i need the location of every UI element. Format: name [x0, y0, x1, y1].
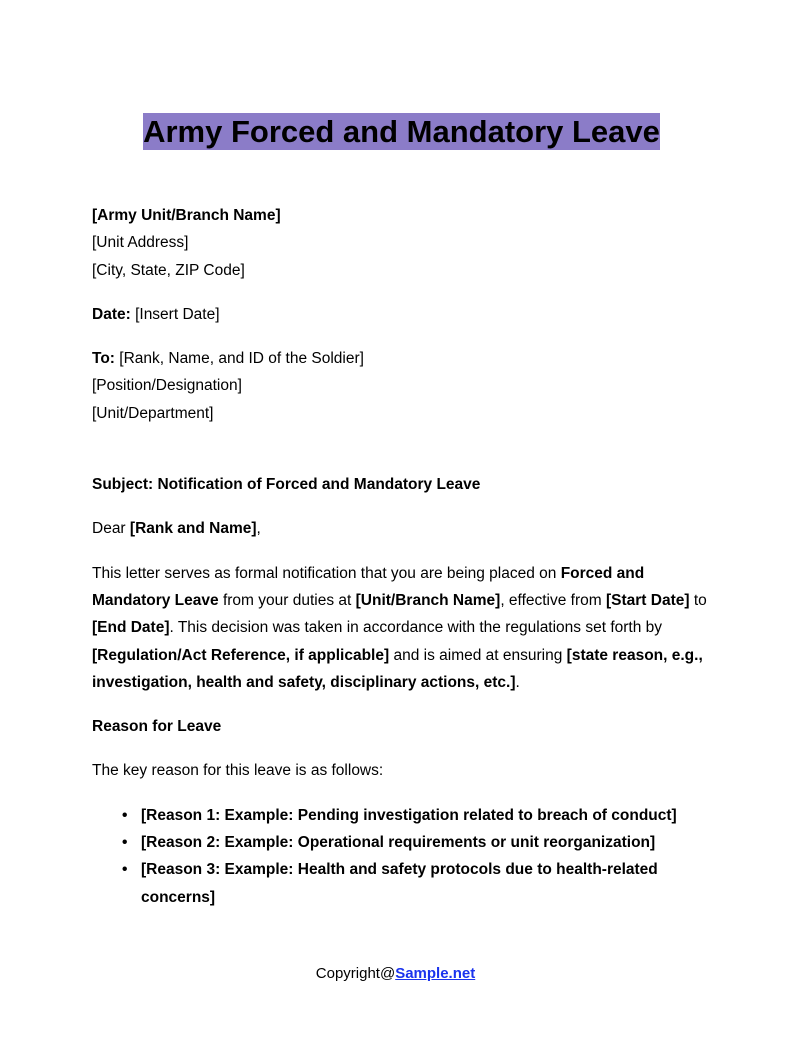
- recipient-label: To:: [92, 350, 115, 368]
- reason-section-heading: Reason for Leave: [92, 718, 222, 736]
- list-item: • [Reason 3: Example: Health and safety protocols due to health-related concerns]: [122, 856, 711, 911]
- body-bold-unit: [Unit/Branch Name]: [355, 591, 501, 609]
- salutation-punctuation: ,: [256, 520, 261, 538]
- recipient-unit: [Unit/Department]: [92, 404, 214, 422]
- body-text-3: , effective from: [500, 591, 606, 609]
- spacer-before-reason-list: [92, 785, 711, 802]
- sender-city-state-zip: [City, State, ZIP Code]: [92, 261, 245, 279]
- list-item: • [Reason 2: Example: Operational requirements or unit reorganization]: [122, 829, 711, 856]
- body-text-5: . This decision was taken in accordance with the regulations set forth by: [169, 619, 663, 637]
- spacer-before-paragraph: [92, 543, 711, 560]
- body-text-7: .: [515, 673, 520, 691]
- sender-address: [Unit Address]: [92, 234, 189, 252]
- recipient-position: [Position/Designation]: [92, 377, 242, 395]
- copyright-prefix: Copyright@: [315, 964, 396, 982]
- spacer-before-reason-heading: [92, 696, 711, 713]
- body-bold-start-date: [Start Date]: [605, 591, 690, 609]
- salutation-greeting: Dear: [92, 520, 126, 538]
- body-text-2: from your duties at: [218, 591, 356, 609]
- recipient-block: [92, 345, 711, 427]
- body-text-1: This letter serves as formal notification that you are being placed on: [92, 564, 561, 582]
- page-title: [0, 0, 803, 158]
- spacer-after-title: [92, 158, 711, 202]
- body-bold-reason: [state reason, e.g., investigation, health and safety, disciplinary actions, etc.]: [92, 646, 703, 691]
- page-title-highlight: Army Forced and Mandatory Leave: [143, 114, 660, 149]
- spacer-before-subject: [92, 427, 711, 471]
- spacer-before-date: [92, 284, 711, 301]
- spacer-before-reason-intro: [92, 740, 711, 757]
- sample-net-link[interactable]: Sample.net: [395, 964, 476, 982]
- body-text-6: and is aimed at ensuring: [389, 646, 567, 664]
- list-item: • [Reason 1: Example: Pending investigation related to breach of conduct]: [122, 802, 711, 829]
- recipient-name-line: [Rank, Name, and ID of the Soldier]: [119, 350, 364, 368]
- date-label: Date:: [92, 305, 131, 323]
- document-body: [0, 158, 803, 985]
- body-text-4: to: [689, 591, 707, 609]
- salutation: [92, 515, 711, 542]
- body-bold-leave-type: Forced and Mandatory Leave: [92, 564, 645, 609]
- body-bold-regulation: [Regulation/Act Reference, if applicable]: [92, 646, 390, 664]
- sender-block: [92, 202, 711, 284]
- spacer-before-salutation: [92, 498, 711, 515]
- subject-text: Subject: Notification of Forced and Mandatory Leave: [92, 476, 481, 494]
- reason-section-intro: The key reason for this leave is as follows:: [92, 762, 384, 780]
- body-bold-end-date: [End Date]: [92, 619, 170, 637]
- body-paragraph: [92, 560, 711, 696]
- date-value: [Insert Date]: [135, 305, 220, 323]
- sender-unit-name: [Army Unit/Branch Name]: [92, 207, 281, 224]
- spacer-before-recipient: [92, 328, 711, 345]
- subject-line: [92, 471, 711, 498]
- reason-list: [92, 802, 711, 911]
- date-block: [92, 301, 711, 328]
- salutation-name: [Rank and Name]: [129, 520, 257, 538]
- footer-copyright: [92, 963, 711, 985]
